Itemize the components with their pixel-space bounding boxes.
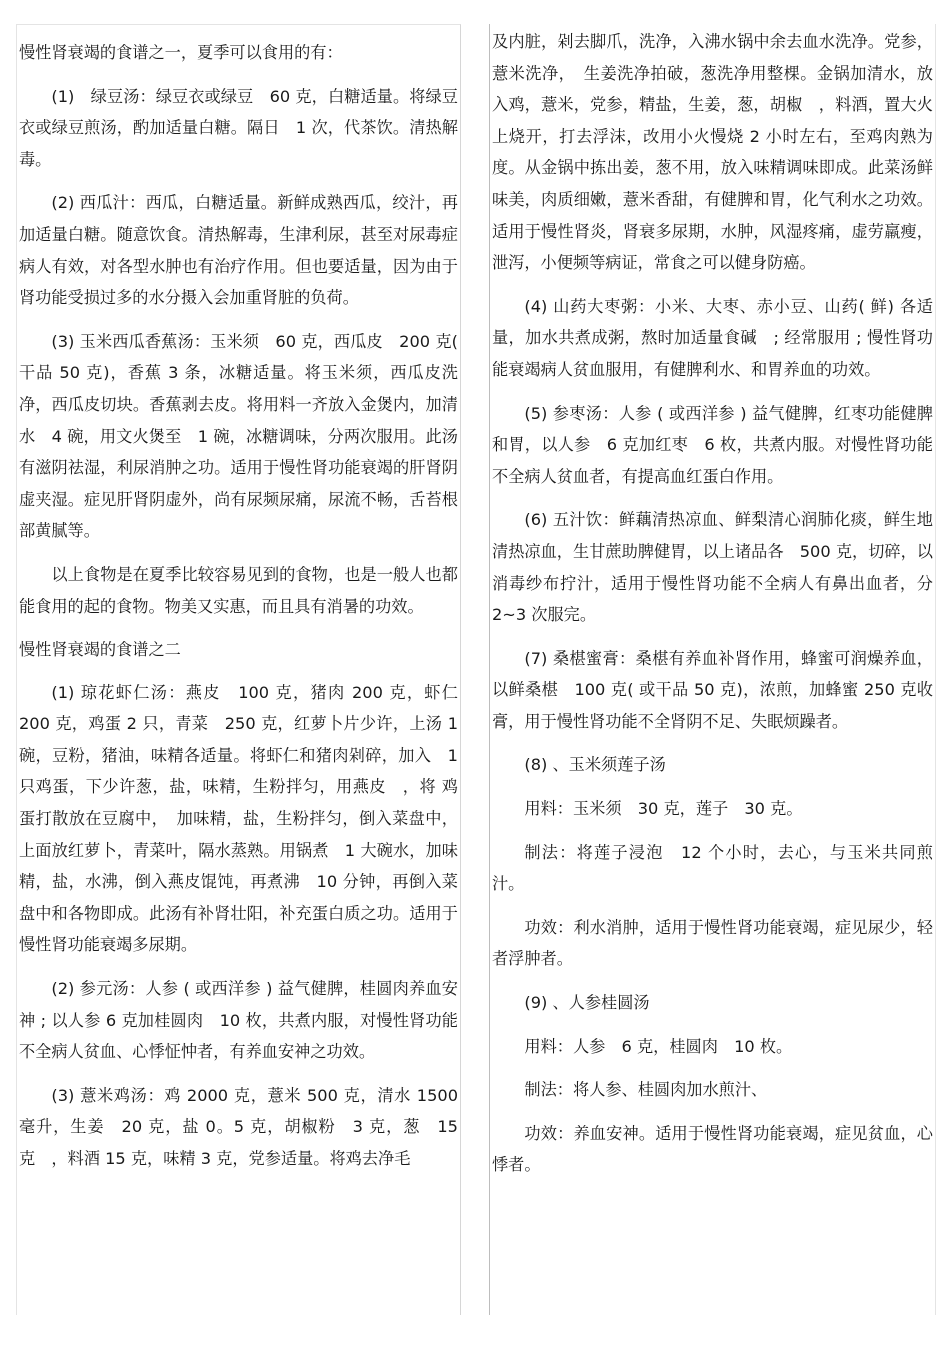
recipe-coix-chicken-soup: (3) 薏米鸡汤：鸡 2000 克，薏米 500 克，清水 1500 毫升，生姜 20 克，盐 0。5 克，胡椒粉 3 克，葱 15 克 ，料酒 15 克，味精 3 克，党参适量。将鸡去净毛 [19,1085,458,1168]
recipe-9-effect: 功效：养血安神。适用于慢性肾功能衰竭，症见贫血，心悸者。 [492,1123,933,1175]
recipe-ginseng-jujube-soup: (5) 参枣汤：人参 ( 或西洋参 ) 益气健脾，红枣功能健脾和胃，以人参 6 克加红枣 6 枚，共煮内服。对慢性肾功能不全病人贫血者，有提高血红蛋白作用。 [492,403,933,486]
recipe-shrimp-soup: (1) 琼花虾仁汤：燕皮 100 克，猪肉 200 克，虾仁 200 克，鸡蛋 2 只，青菜 250 克，红萝卜片少许，上汤 1 碗，豆粉，猪油，味精各适量。将虾仁和猪肉剁碎，加入 1 只鸡蛋，下少许葱，盐，味精，生粉拌匀，用燕皮 ，将 鸡蛋打散放在豆腐中， 加味精，盐，生粉拌匀，倒入菜盘中，上面放红萝卜，青菜叶，隔水蒸熟。用锅煮 1 大碗水，加味精，盐，水沸，倒入燕皮馄饨，再煮沸 10 分钟，再倒入菜盘中和各物即成。此汤有补肾壮阳，补充蛋白质之功。适用于慢性肾功能衰竭多尿期。 [19,682,458,955]
recipe-8-ingredients: 用料：玉米须 30 克，莲子 30 克。 [524,799,803,819]
recipe-9-title: (9) 、人参桂圆汤 [524,993,650,1013]
recipe-coix-chicken-soup-continued: 及内脏，剁去脚爪，洗净，入沸水锅中余去血水洗净。党参，薏米洗净， 生姜洗净拍破，葱洗净用整棵。金锅加清水，放入鸡，薏米，党参，精盐，生姜，葱，胡椒 ，料酒，置大火上烧开，打去浮沫，改用小火慢烧 2 小时左右，至鸡肉熟为度。从金锅中拣出姜，葱不用，放入味精调味即成。此菜汤鲜味美，肉质细嫩，薏米香甜，有健脾和胃，化气利水之功效。适用于慢性肾炎，肾衰多尿期，水肿，风湿疼痛，虚劳羸瘦，泄泻，小便频等病证，常食之可以健身防癌。 [492,32,933,273]
summary-paragraph: 以上食物是在夏季比较容易见到的食物，也是一般人也都能食用的起的食物。物美又实惠，而且具有消暑的功效。 [19,564,458,616]
section-heading-1: 慢性肾衰竭的食谱之一，夏季可以食用的有： [19,43,343,62]
recipe-mung-bean-soup: (1) 绿豆汤：绿豆衣或绿豆 60 克，白糖适量。将绿豆衣或绿豆煎汤，酌加适量白糖。隔日 1 次，代茶饮。清热解毒。 [19,86,458,169]
recipe-corn-watermelon-banana-soup: (3) 玉米西瓜香蕉汤：玉米须 60 克，西瓜皮 200 克( 干品 50 克)，香蕉 3 条，冰糖适量。将玉米须，西瓜皮洗净，西瓜皮切块。香蕉剥去皮。将用料一齐放入金煲内，加清水 4 碗，用文火煲至 1 碗，冰糖调味，分两次服用。此汤有滋阴祛湿，利尿消肿之功。适用于慢性肾功能衰竭的肝肾阴虚夹湿。症见肝肾阴虚外，尚有尿频尿痛，尿流不畅，舌苔根部黄腻等。 [19,331,458,541]
recipe-8-method: 制法：将莲子浸泡 12 个小时，去心，与玉米共同煎汁。 [492,842,933,894]
recipe-ginseng-longan-soup: (2) 参元汤：人参 ( 或西洋参 ) 益气健脾，桂圆肉养血安神 ; 以人参 6 克加桂圆肉 10 枚，共煮内服，对慢性肾功能不全病人贫血、心悸怔忡者，有养血安神之功效。 [19,979,458,1062]
recipe-mulberry-honey-paste: (7) 桑椹蜜膏：桑椹有养血补肾作用，蜂蜜可润燥养血，以鲜桑椹 100 克( 或干品 50 克)，浓煎，加蜂蜜 250 克收膏，用于慢性肾功能不全肾阴不足、失眠烦躁者。 [492,648,933,731]
recipe-8-title: (8) 、玉米须莲子汤 [524,755,666,775]
recipe-watermelon-juice: (2) 西瓜汁：西瓜，白糖适量。新鲜成熟西瓜，绞汁，再加适量白糖。随意饮食。清热解毒，生津利尿，甚至对尿毒症病人有效，对各型水肿也有治疗作用。但也要适量，因为由于肾功能受损过多的水分摄入会加重肾脏的负荷。 [19,193,458,308]
recipe-9-ingredients: 用料：人参 6 克，桂圆肉 10 枚。 [524,1036,793,1056]
right-column [489,24,950,1315]
recipe-five-juice-drink: (6) 五汁饮：鲜藕清热凉血、鲜梨清心润肺化痰，鲜生地清热凉血，生甘蔗助脾健胃，以上诸品各 500 克，切碎，以消毒纱布拧汁，适用于慢性肾功能不全病人有鼻出血者，分 2~3 次服完。 [492,510,950,625]
recipe-8-effect: 功效：利水消肿，适用于慢性肾功能衰竭，症见尿少，轻者浮肿者。 [492,917,933,969]
recipe-yam-jujube-porridge: (4) 山药大枣粥：小米、大枣、赤小豆、山药( 鲜) 各适量，加水共煮成粥，熬时加适量食碱 ; 经常服用 ; 慢性肾功能衰竭病人贫血服用，有健脾利水、和胃养血的功效。 [492,296,933,379]
section-heading-2: 慢性肾衰竭的食谱之二 [19,640,181,660]
left-column [16,24,461,1315]
recipe-9-method: 制法：将人参、桂圆肉加水煎汁、 [524,1080,768,1100]
